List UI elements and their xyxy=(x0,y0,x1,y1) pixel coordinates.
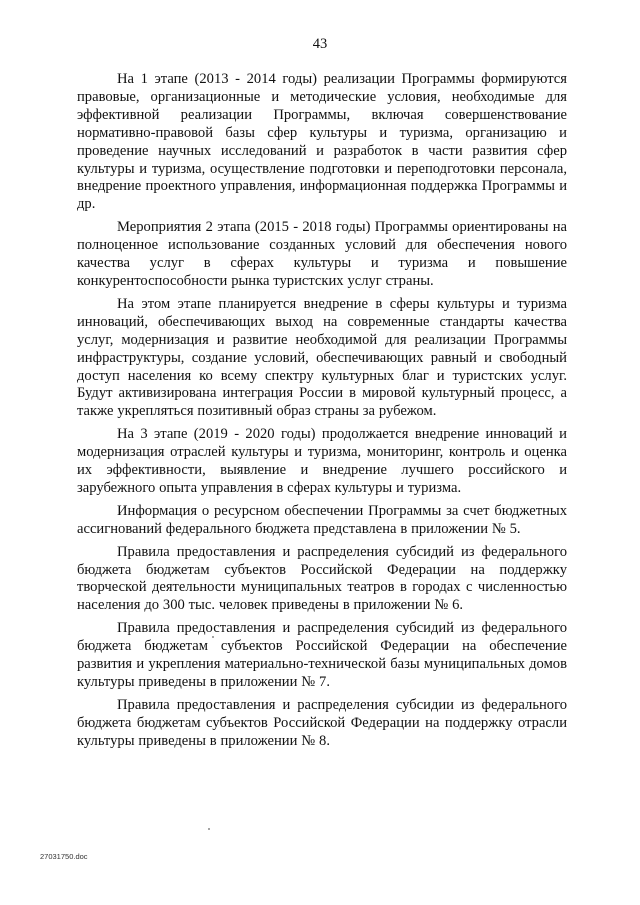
document-body xyxy=(77,71,567,756)
paragraph-rules-appendix-6: Правила предоставления и распределения субсидий из федерального бюджета бюджетам субъектов Российской Федерации на поддержку творческой деятельности муниципальных театров в городах с численностью населения до 300 тыс. человек приведены в приложении № 6. xyxy=(77,543,567,614)
paragraph-stage-2: Мероприятия 2 этапа (2015 - 2018 годы) Программы ориентированы на полноценное использование созданных условий для обеспечения нового качества услуг в сферах культуры и туризма и повышение конкурентоспособности рынка туристских услуг страны. xyxy=(77,219,567,289)
footer-file-code: 27031750.doc xyxy=(40,852,88,861)
paragraph-stage-2-details: На этом этапе планируется внедрение в сферы культуры и туризма инноваций, обеспечивающих выход на современные стандарты качества услуг, модернизация и развитие необходимой для реализации Программы инфраструктуры, создание условий, обеспечивающих равный и свободный доступ населения ко всему спектру культурных благ и туристских услуг. Будут активизирована интеграция России в мировой культурный процесс, а также укрепляться позитивный образ страны за рубежом. xyxy=(77,295,567,420)
page-number: 43 xyxy=(312,36,328,52)
paragraph-rules-appendix-7: Правила предоставления и распределения субсидий из федерального бюджета бюджетам субъектов Российской Федерации на обеспечение развития и укрепления материально-технической базы муниципальных домов культуры приведены в приложении № 7. xyxy=(77,620,567,690)
paragraph-stage-3: На 3 этапе (2019 - 2020 годы) продолжается внедрение инноваций и модернизация отраслей культуры и туризма, мониторинг, контроль и оценка их эффективности, выявление и внедрение лучшего российского и зарубежного опыта управления в сферах культуры и туризма. xyxy=(77,426,567,496)
paragraph-rules-appendix-8: Правила предоставления и распределения субсидии из федерального бюджета бюджетам субъектов Российской Федерации на поддержку отрасли культуры приведены в приложении № 8. xyxy=(77,696,567,749)
paragraph-stage-1: На 1 этапе (2013 - 2014 годы) реализации Программы формируются правовые, организационные и методические условия, необходимые для эффективной реализации Программы, включая совершенствование нормативно-правовой базы сфер культуры и туризма, организацию и проведение научных исследований и разработок в части развития сфер культуры и туризма, осуществление подготовки и переподготовки персонала, внедрение проектного управления, информационная поддержка Программы и др. xyxy=(77,71,567,213)
scan-artifact-dot xyxy=(212,636,214,638)
scan-artifact-dot xyxy=(208,828,210,830)
paragraph-resource-info: Информация о ресурсном обеспечении Программы за счет бюджетных ассигнований федерального бюджета представлена в приложении № 5. xyxy=(77,502,567,537)
